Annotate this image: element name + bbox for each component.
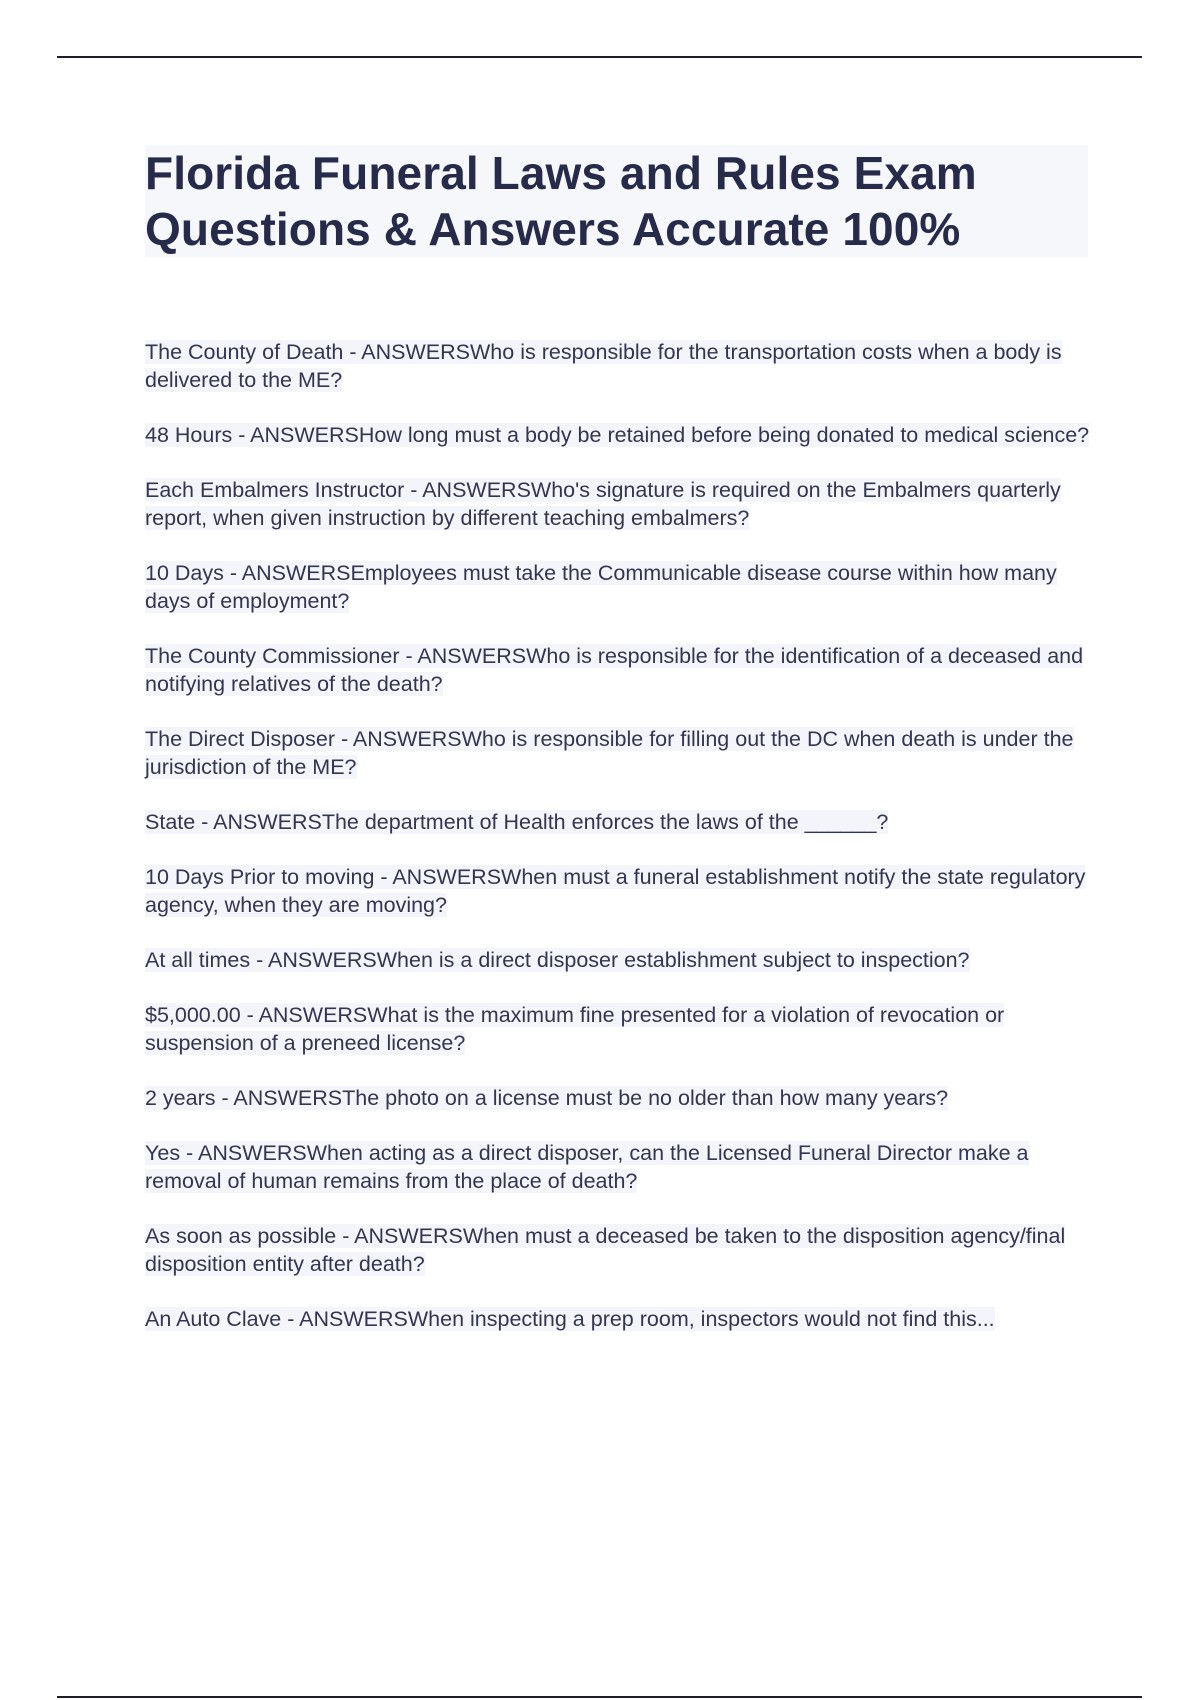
qa-text: The County of Death - ANSWERSWho is responsible for the transportation costs when a body is delivered to the ME? (145, 340, 1062, 392)
qa-text: At all times - ANSWERSWhen is a direct disposer establishment subject to inspection? (145, 948, 970, 972)
qa-text: $5,000.00 - ANSWERSWhat is the maximum fine presented for a violation of revocation or suspension of a preneed license? (145, 1003, 1005, 1055)
qa-item (145, 642, 1090, 698)
qa-text: State - ANSWERSThe department of Health enforces the laws of the ______? (145, 810, 889, 834)
qa-text: 10 Days - ANSWERSEmployees must take the Communicable disease course within how many days of employment? (145, 561, 1057, 613)
qa-text: The County Commissioner - ANSWERSWho is responsible for the identification of a deceased and notifying relatives of the death? (145, 644, 1084, 696)
bottom-divider (57, 1696, 1142, 1698)
qa-item (145, 1084, 1090, 1112)
qa-item (145, 725, 1090, 781)
qa-item (145, 808, 1090, 836)
qa-text: The Direct Disposer - ANSWERSWho is responsible for filling out the DC when death is under the jurisdiction of the ME? (145, 727, 1074, 779)
qa-text: 2 years - ANSWERSThe photo on a license must be no older than how many years? (145, 1086, 949, 1110)
qa-item (145, 863, 1090, 919)
qa-item (145, 946, 1090, 974)
qa-text: Yes - ANSWERSWhen acting as a direct disposer, can the Licensed Funeral Director make a removal of human remains from the place of death? (145, 1141, 1029, 1193)
qa-item (145, 559, 1090, 615)
qa-text: As soon as possible - ANSWERSWhen must a deceased be taken to the disposition agency/final disposition entity after death? (145, 1224, 1066, 1276)
qa-item (145, 1305, 1090, 1333)
qa-text: An Auto Clave - ANSWERSWhen inspecting a prep room, inspectors would not find this... (145, 1307, 995, 1331)
top-divider (57, 56, 1142, 58)
qa-item (145, 1001, 1090, 1057)
qa-list (145, 338, 1090, 1360)
qa-item (145, 421, 1090, 449)
qa-item (145, 476, 1090, 532)
document-title: Florida Funeral Laws and Rules Exam Questions & Answers Accurate 100% (145, 147, 977, 255)
qa-item (145, 338, 1090, 394)
qa-text: Each Embalmers Instructor - ANSWERSWho's signature is required on the Embalmers quarterly report, when given instruction by different teaching embalmers? (145, 478, 1061, 530)
title-block (145, 145, 1088, 257)
qa-item (145, 1139, 1090, 1195)
qa-item (145, 1222, 1090, 1278)
qa-text: 10 Days Prior to moving - ANSWERSWhen must a funeral establishment notify the state regulatory agency, when they are moving? (145, 865, 1086, 917)
qa-text: 48 Hours - ANSWERSHow long must a body be retained before being donated to medical science? (145, 423, 1090, 447)
